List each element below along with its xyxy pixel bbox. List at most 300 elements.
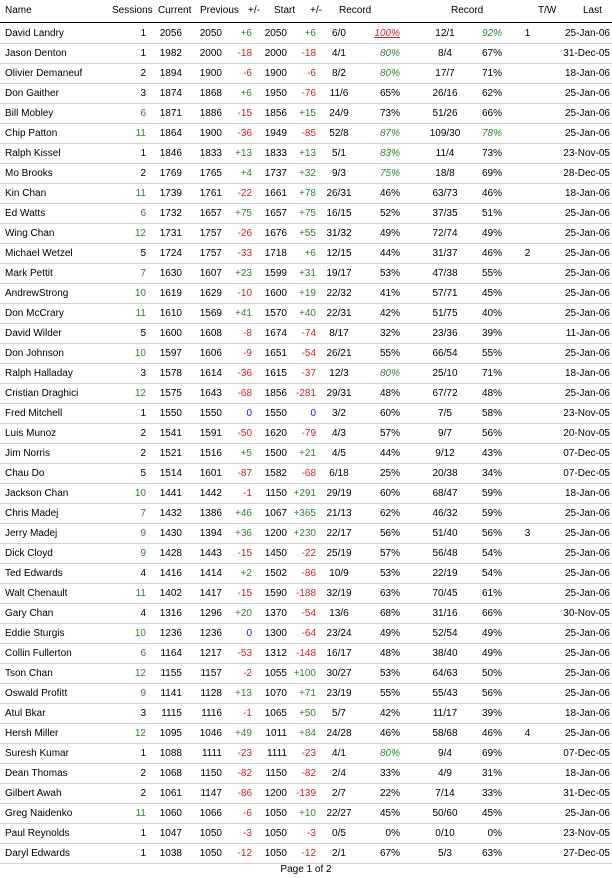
cell-diff2: +32 — [299, 168, 316, 179]
cell-name: Paul Reynolds — [5, 828, 70, 839]
cell-start: 1111 — [266, 748, 287, 759]
cell-record2: 18/8 — [435, 168, 455, 179]
cell-sessions: 6 — [140, 648, 146, 659]
table-row — [0, 683, 612, 704]
cell-name: Don Gaither — [5, 88, 59, 99]
cell-name: Eddie Sturgis — [5, 628, 65, 639]
cell-name: Walt Chenault — [5, 588, 68, 599]
cell-record1: 52/8 — [329, 128, 349, 139]
page-indicator: Page 1 of 2 — [280, 864, 332, 875]
cell-name: AndrewStrong — [5, 288, 69, 299]
cell-pct2: 59% — [481, 508, 502, 519]
table-row — [0, 543, 612, 564]
cell-diff1: -6 — [243, 808, 252, 819]
cell-sessions: 2 — [140, 68, 146, 79]
cell-name: Bill Mobley — [5, 108, 54, 119]
table-row — [0, 443, 612, 464]
cell-record1: 22/31 — [326, 308, 352, 319]
cell-diff1: 0 — [246, 408, 252, 419]
cell-current: 1864 — [159, 128, 182, 139]
cell-diff1: -36 — [237, 368, 252, 379]
cell-current: 1416 — [159, 568, 182, 579]
cell-current: 1441 — [159, 488, 182, 499]
cell-previous: 1608 — [199, 328, 222, 339]
cell-current: 1155 — [160, 668, 182, 679]
cell-diff1: -9 — [243, 348, 252, 359]
cell-tw: 4 — [524, 728, 531, 739]
cell-current: 1578 — [159, 368, 182, 379]
cell-diff2: +71 — [299, 688, 316, 699]
cell-start: 1833 — [264, 148, 287, 159]
cell-previous: 1765 — [199, 168, 222, 179]
table-row — [0, 243, 612, 264]
cell-record1: 4/3 — [332, 428, 346, 439]
cell-current: 1068 — [159, 768, 182, 779]
cell-pct1: 48% — [379, 388, 400, 399]
cell-diff2: -64 — [301, 628, 316, 639]
cell-current: 1769 — [159, 168, 182, 179]
cell-last: 07-Dec-05 — [563, 468, 610, 479]
cell-name: Dean Thomas — [5, 768, 68, 779]
cell-start: 1718 — [264, 248, 287, 259]
cell-diff2: -82 — [301, 768, 316, 779]
cell-sessions: 2 — [140, 168, 146, 179]
cell-diff1: -15 — [237, 548, 252, 559]
cell-pct2: 45% — [481, 288, 502, 299]
cell-tw: 1 — [524, 28, 531, 39]
cell-current: 1871 — [159, 108, 182, 119]
cell-last: 25-Jan-06 — [564, 348, 610, 359]
table-row — [0, 583, 612, 604]
cell-sessions: 11 — [135, 188, 146, 199]
cell-current: 1141 — [160, 688, 182, 699]
cell-last: 23-Nov-05 — [563, 828, 610, 839]
cell-last: 25-Jan-06 — [564, 248, 610, 259]
cell-diff1: +46 — [235, 508, 252, 519]
cell-last: 25-Jan-06 — [564, 628, 610, 639]
cell-previous: 1414 — [199, 568, 222, 579]
cell-name: Cristian Draghici — [5, 388, 79, 399]
cell-pct2: 49% — [481, 228, 502, 239]
table-row — [0, 523, 612, 544]
cell-current: 1430 — [159, 528, 182, 539]
cell-pct1: 56% — [379, 528, 400, 539]
cell-current: 1514 — [159, 468, 182, 479]
cell-diff2: -148 — [295, 648, 316, 659]
cell-last: 23-Nov-05 — [563, 408, 610, 419]
cell-record2: 72/74 — [432, 228, 458, 239]
cell-diff2: +21 — [299, 448, 316, 459]
cell-previous: 1386 — [199, 508, 222, 519]
cell-diff1: +41 — [235, 308, 252, 319]
cell-diff1: -23 — [237, 748, 252, 759]
cell-sessions: 1 — [140, 408, 146, 419]
cell-start: 1050 — [264, 808, 287, 819]
cell-sessions: 9 — [140, 688, 146, 699]
cell-previous: 1236 — [199, 628, 222, 639]
cell-last: 25-Jan-06 — [564, 808, 610, 819]
cell-start: 1950 — [264, 88, 287, 99]
table-row — [0, 323, 612, 344]
cell-pct1: 80% — [379, 368, 400, 379]
cell-record2: 51/40 — [432, 528, 458, 539]
cell-start: 1200 — [264, 788, 287, 799]
cell-start: 1599 — [264, 268, 287, 279]
cell-name: Hersh Miller — [5, 728, 59, 739]
cell-pct2: 50% — [481, 668, 502, 679]
cell-name: Gilbert Awah — [5, 788, 62, 799]
cell-diff2: +100 — [293, 668, 316, 679]
cell-start: 1050 — [264, 828, 287, 839]
cell-sessions: 12 — [134, 668, 146, 679]
cell-sessions: 2 — [140, 428, 146, 439]
cell-name: Jim Norris — [5, 448, 50, 459]
cell-record1: 11/6 — [329, 88, 349, 99]
cell-start: 1615 — [264, 368, 287, 379]
cell-last: 25-Jan-06 — [564, 388, 610, 399]
cell-record2: 11/4 — [435, 148, 455, 159]
cell-start: 2050 — [264, 28, 287, 39]
cell-pct2: 39% — [481, 328, 502, 339]
cell-pct1: 22% — [379, 788, 400, 799]
cell-record1: 9/3 — [332, 168, 346, 179]
cell-current: 1846 — [159, 148, 182, 159]
cell-name: Ralph Kissel — [5, 148, 61, 159]
cell-start: 1856 — [264, 108, 287, 119]
cell-pct2: 0% — [487, 828, 502, 839]
cell-record1: 4/5 — [332, 448, 346, 459]
cell-sessions: 9 — [140, 528, 146, 539]
cell-name: Chip Patton — [5, 128, 58, 139]
cell-pct1: 83% — [379, 148, 400, 159]
cell-sessions: 12 — [134, 388, 146, 399]
cell-pct1: 53% — [379, 568, 400, 579]
cell-name: Gary Chan — [5, 608, 54, 619]
cell-pct2: 39% — [481, 708, 502, 719]
cell-pct1: 68% — [379, 608, 400, 619]
cell-sessions: 1 — [140, 28, 146, 39]
cell-diff1: +4 — [240, 168, 252, 179]
cell-previous: 1900 — [199, 128, 222, 139]
cell-diff1: -15 — [237, 588, 252, 599]
cell-record2: 70/45 — [432, 588, 458, 599]
cell-previous: 1296 — [199, 608, 222, 619]
cell-pct2: 46% — [481, 728, 502, 739]
table-row — [0, 103, 612, 124]
cell-record2: 67/72 — [432, 388, 458, 399]
cell-start: 1502 — [264, 568, 287, 579]
cell-diff1: +36 — [235, 528, 252, 539]
cell-current: 1874 — [159, 88, 182, 99]
cell-diff1: +23 — [235, 268, 252, 279]
header-start: Start — [274, 5, 296, 16]
cell-sessions: 4 — [140, 608, 146, 619]
cell-start: 1674 — [264, 328, 287, 339]
cell-record2: 51/26 — [432, 108, 458, 119]
cell-sessions: 5 — [140, 328, 146, 339]
cell-start: 1661 — [264, 188, 287, 199]
cell-diff2: +15 — [299, 108, 316, 119]
cell-pct1: 75% — [379, 168, 400, 179]
cell-last: 07-Dec-05 — [563, 448, 610, 459]
cell-pct1: 55% — [379, 688, 400, 699]
cell-previous: 2000 — [199, 48, 222, 59]
cell-start: 1055 — [264, 668, 287, 679]
cell-current: 1047 — [159, 828, 182, 839]
cell-last: 25-Jan-06 — [564, 648, 610, 659]
cell-sessions: 2 — [140, 768, 146, 779]
cell-previous: 1111 — [201, 748, 222, 759]
cell-pct2: 55% — [481, 348, 502, 359]
cell-diff1: -2 — [243, 668, 252, 679]
cell-sessions: 1 — [140, 828, 146, 839]
header-diff1: +/- — [248, 5, 260, 16]
cell-diff2: -188 — [295, 588, 316, 599]
table-row — [0, 483, 612, 504]
cell-sessions: 11 — [135, 588, 146, 599]
cell-pct2: 51% — [481, 208, 502, 219]
cell-current: 1521 — [159, 448, 182, 459]
cell-diff1: -18 — [237, 48, 252, 59]
cell-diff2: -54 — [301, 608, 316, 619]
cell-start: 1067 — [264, 508, 287, 519]
cell-name: Jerry Madej — [5, 528, 58, 539]
cell-previous: 1900 — [199, 68, 222, 79]
cell-pct1: 57% — [379, 548, 400, 559]
cell-record2: 56/48 — [432, 548, 458, 559]
cell-current: 1724 — [159, 248, 182, 259]
cell-previous: 1629 — [199, 288, 222, 299]
cell-last: 23-Nov-05 — [563, 148, 610, 159]
cell-diff1: -50 — [237, 428, 252, 439]
cell-name: Tson Chan — [5, 668, 53, 679]
cell-record1: 31/32 — [326, 228, 352, 239]
cell-record1: 19/17 — [326, 268, 352, 279]
cell-pct1: 80% — [379, 748, 400, 759]
table-row — [0, 803, 612, 824]
cell-name: Kin Chan — [5, 188, 47, 199]
table-row — [0, 703, 612, 724]
table-row — [0, 183, 612, 204]
cell-current: 1038 — [159, 848, 182, 859]
cell-last: 25-Jan-06 — [564, 568, 610, 579]
table-row — [0, 343, 612, 364]
cell-previous: 1050 — [199, 828, 222, 839]
cell-pct1: 49% — [379, 628, 400, 639]
cell-pct1: 0% — [385, 828, 400, 839]
cell-diff2: +31 — [299, 268, 316, 279]
cell-record2: 26/16 — [432, 88, 458, 99]
cell-previous: 1606 — [199, 348, 222, 359]
cell-last: 31-Dec-05 — [563, 48, 610, 59]
cell-pct1: 46% — [379, 728, 400, 739]
cell-diff1: +13 — [235, 688, 252, 699]
cell-name: Mo Brooks — [5, 168, 53, 179]
cell-current: 1061 — [159, 788, 182, 799]
cell-start: 1370 — [264, 608, 287, 619]
cell-last: 25-Jan-06 — [564, 28, 610, 39]
cell-record1: 26/21 — [326, 348, 352, 359]
cell-record2: 31/37 — [432, 248, 458, 259]
cell-previous: 1643 — [199, 388, 222, 399]
cell-last: 25-Jan-06 — [564, 208, 610, 219]
cell-pct2: 59% — [481, 488, 502, 499]
header-record2: Record — [451, 5, 484, 16]
cell-diff1: +6 — [240, 28, 252, 39]
table-row — [0, 303, 612, 324]
cell-start: 1011 — [265, 728, 287, 739]
cell-pct1: 46% — [379, 188, 400, 199]
cell-last: 25-Jan-06 — [564, 308, 610, 319]
cell-last: 18-Jan-06 — [564, 68, 610, 79]
header-tw: T/W — [538, 5, 557, 16]
table-row — [0, 563, 612, 584]
table-row — [0, 363, 612, 384]
cell-name: Ted Edwards — [5, 568, 63, 579]
cell-current: 1236 — [159, 628, 182, 639]
cell-sessions: 5 — [140, 248, 146, 259]
cell-name: Olivier Demaneuf — [5, 68, 83, 79]
cell-record2: 12/1 — [435, 28, 455, 39]
cell-pct2: 61% — [481, 588, 502, 599]
cell-pct1: 53% — [379, 268, 400, 279]
cell-name: Michael Wetzel — [5, 248, 73, 259]
cell-last: 25-Jan-06 — [564, 508, 610, 519]
cell-last: 28-Dec-05 — [563, 168, 610, 179]
cell-record2: 63/73 — [432, 188, 458, 199]
cell-pct2: 55% — [481, 268, 502, 279]
cell-name: Don McCrary — [5, 308, 64, 319]
cell-last: 25-Jan-06 — [564, 528, 610, 539]
cell-last: 25-Jan-06 — [564, 688, 610, 699]
cell-sessions: 10 — [134, 488, 146, 499]
cell-pct2: 66% — [481, 608, 502, 619]
table-row — [0, 823, 612, 844]
cell-diff2: -23 — [301, 748, 316, 759]
cell-start: 1620 — [264, 428, 287, 439]
cell-pct2: 46% — [481, 188, 502, 199]
table-row — [0, 383, 612, 404]
cell-record2: 4/9 — [438, 768, 452, 779]
cell-record1: 0/5 — [332, 828, 346, 839]
cell-name: Jackson Chan — [5, 488, 69, 499]
cell-name: David Wilder — [5, 328, 62, 339]
cell-record1: 4/1 — [332, 748, 346, 759]
cell-sessions: 1 — [140, 748, 146, 759]
cell-diff2: +13 — [299, 148, 316, 159]
header-last: Last — [583, 5, 602, 16]
cell-sessions: 12 — [134, 228, 146, 239]
cell-previous: 1157 — [200, 668, 222, 679]
header-name: Name — [5, 5, 32, 16]
cell-current: 1575 — [159, 388, 182, 399]
cell-start: 1900 — [264, 68, 287, 79]
cell-record2: 7/14 — [435, 788, 455, 799]
cell-record2: 50/60 — [432, 808, 458, 819]
cell-start: 1500 — [264, 448, 287, 459]
cell-previous: 1050 — [199, 848, 222, 859]
cell-diff2: -85 — [301, 128, 316, 139]
cell-diff2: +19 — [299, 288, 316, 299]
cell-record1: 6/0 — [332, 28, 346, 39]
cell-record2: 109/30 — [429, 128, 461, 139]
cell-sessions: 10 — [134, 628, 146, 639]
cell-previous: 1868 — [199, 88, 222, 99]
cell-pct2: 69% — [481, 168, 502, 179]
cell-name: Greg Naidenko — [5, 808, 73, 819]
cell-record1: 22/17 — [326, 528, 352, 539]
cell-record2: 66/54 — [432, 348, 458, 359]
cell-record1: 29/19 — [326, 488, 352, 499]
cell-pct2: 56% — [481, 528, 502, 539]
cell-pct1: 42% — [379, 308, 400, 319]
cell-sessions: 7 — [140, 268, 146, 279]
header-record1: Record — [339, 5, 372, 16]
cell-start: 1582 — [264, 468, 287, 479]
cell-current: 1610 — [159, 308, 182, 319]
cell-current: 1164 — [160, 648, 182, 659]
cell-diff1: -3 — [243, 828, 252, 839]
cell-diff2: -281 — [295, 388, 316, 399]
cell-record1: 16/17 — [326, 648, 352, 659]
cell-diff1: -6 — [243, 68, 252, 79]
cell-diff1: -82 — [237, 768, 252, 779]
cell-name: Ralph Halladay — [5, 368, 73, 379]
cell-last: 31-Dec-05 — [563, 788, 610, 799]
cell-record2: 46/32 — [432, 508, 458, 519]
cell-diff2: +50 — [299, 708, 316, 719]
cell-current: 1619 — [159, 288, 182, 299]
cell-record1: 25/19 — [326, 548, 352, 559]
cell-record1: 2/7 — [332, 788, 346, 799]
cell-start: 1737 — [264, 168, 287, 179]
cell-diff1: -1 — [243, 708, 252, 719]
cell-current: 1095 — [159, 728, 182, 739]
cell-previous: 1147 — [200, 788, 222, 799]
cell-name: Fred Mitchell — [5, 408, 63, 419]
cell-sessions: 12 — [134, 728, 146, 739]
cell-last: 18-Jan-06 — [564, 368, 610, 379]
cell-sessions: 2 — [140, 788, 146, 799]
cell-record2: 57/71 — [432, 288, 458, 299]
cell-name: Don Johnson — [5, 348, 64, 359]
cell-current: 1630 — [159, 268, 182, 279]
cell-last: 18-Jan-06 — [564, 188, 610, 199]
cell-record2: 22/19 — [432, 568, 458, 579]
cell-pct1: 49% — [379, 228, 400, 239]
cell-pct1: 63% — [379, 588, 400, 599]
cell-previous: 1761 — [199, 188, 222, 199]
cell-current: 1541 — [159, 428, 182, 439]
cell-pct2: 78% — [481, 128, 502, 139]
cell-record1: 23/19 — [326, 688, 352, 699]
table-row — [0, 663, 612, 684]
cell-sessions: 10 — [134, 288, 146, 299]
cell-sessions: 6 — [140, 208, 146, 219]
table-row — [0, 123, 612, 144]
cell-record2: 37/35 — [432, 208, 458, 219]
cell-pct1: 80% — [379, 68, 400, 79]
table-row — [0, 623, 612, 644]
cell-last: 25-Jan-06 — [564, 588, 610, 599]
cell-previous: 1569 — [199, 308, 222, 319]
cell-previous: 2050 — [199, 28, 222, 39]
cell-sessions: 6 — [140, 108, 146, 119]
cell-pct1: 67% — [379, 848, 400, 859]
cell-pct2: 66% — [481, 108, 502, 119]
cell-pct2: 69% — [481, 748, 502, 759]
table-row — [0, 743, 612, 764]
